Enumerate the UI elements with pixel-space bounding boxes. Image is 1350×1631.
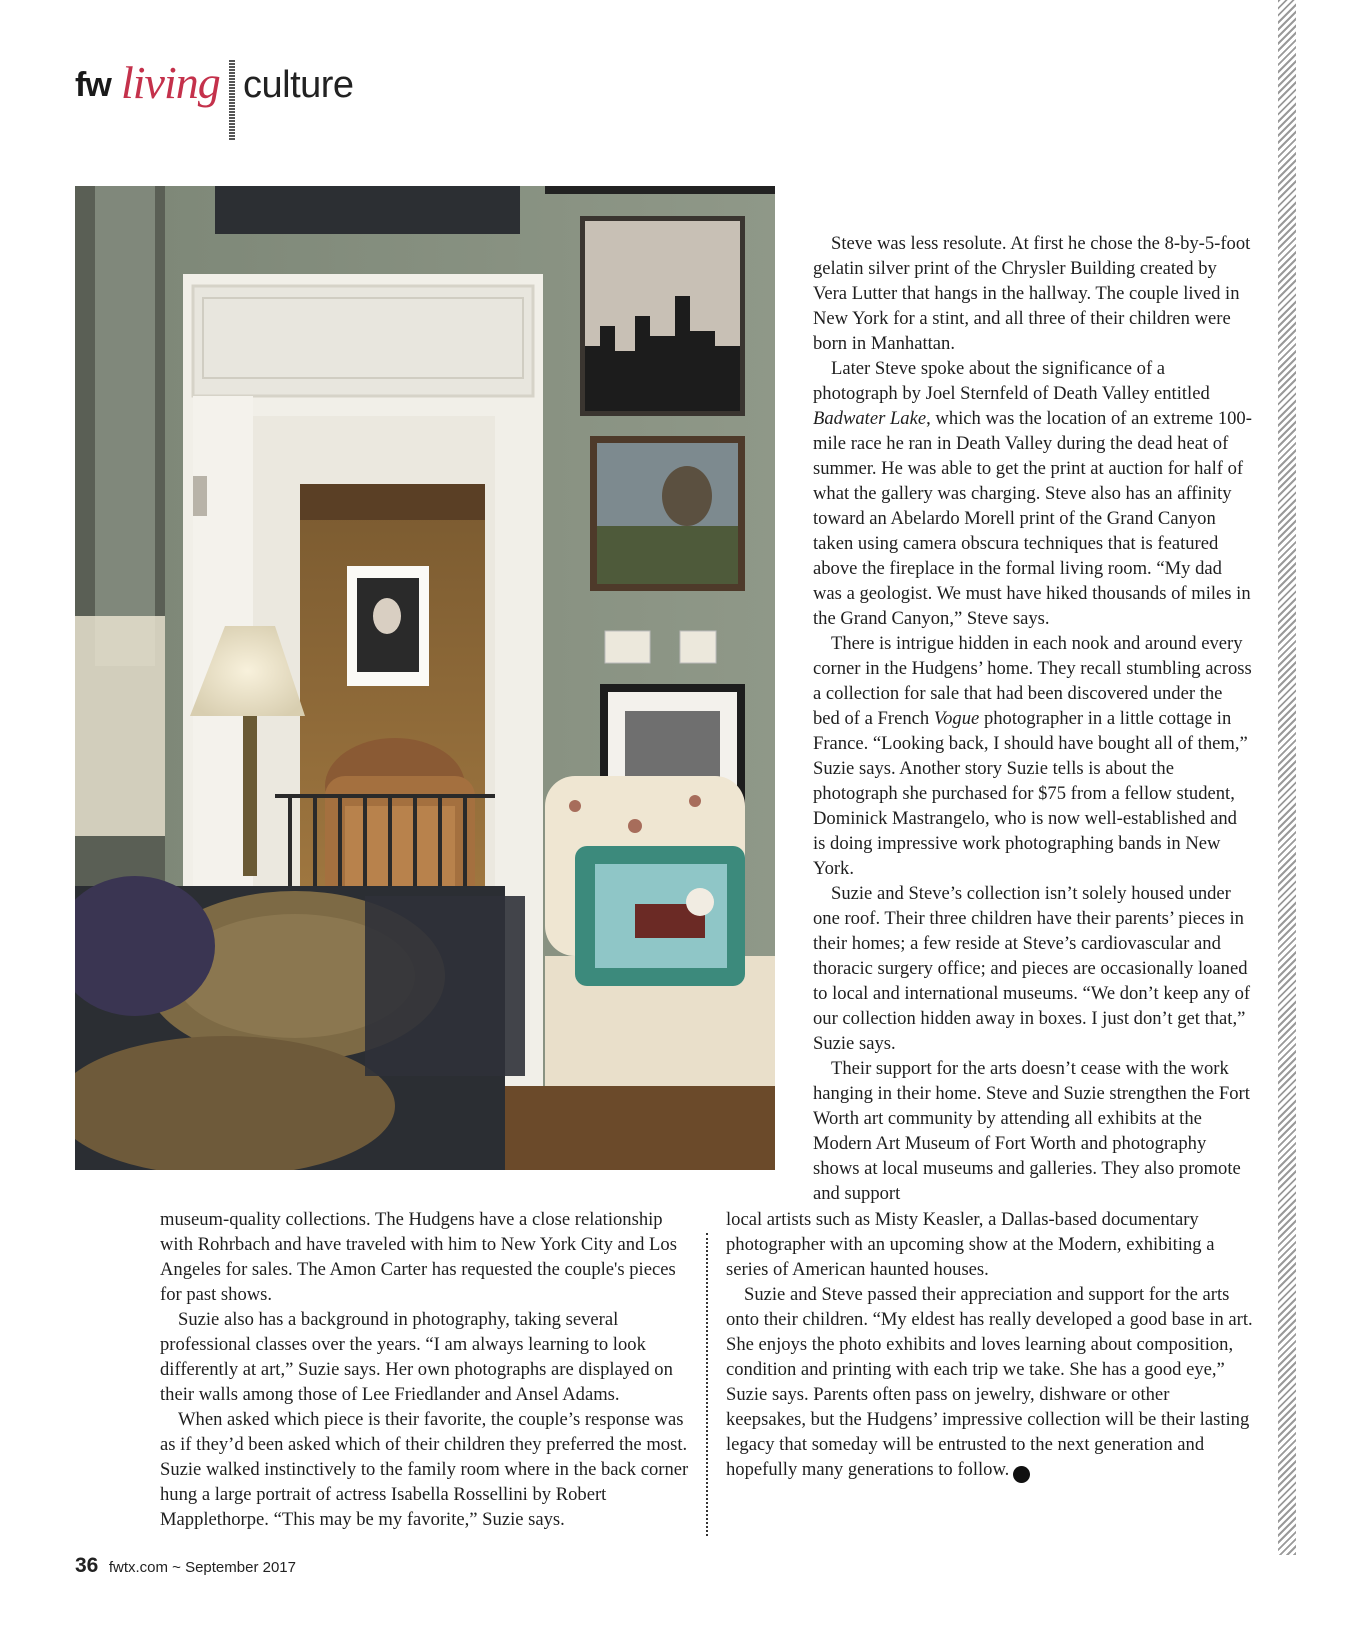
artwork-title: Badwater Lake bbox=[813, 408, 927, 429]
interior-room-photo bbox=[75, 186, 775, 1170]
paragraph: Suzie also has a background in photography, taking several professional classes over the years. “I am always learning to look differently at art,” Suzie says. Her own photographs are displayed on their walls among those of Lee Friedlander and Ansel Adams. bbox=[160, 1309, 673, 1405]
page-footer bbox=[75, 1554, 296, 1578]
paragraph: Suzie and Steve’s collection isn’t solely housed under one roof. Their three children have their parents’ pieces in their homes; a few reside at Steve’s cardiovascular and thoracic surgery office; and pieces are occasionally loaned to local and international museums. “We don’t keep any of our collection hidden away in boxes. I just don’t get that,” Suzie says. bbox=[813, 883, 1251, 1054]
article-column-left bbox=[160, 1207, 690, 1532]
page-edge-hatch bbox=[1278, 0, 1296, 1555]
section-name: culture bbox=[243, 64, 354, 106]
article-column-right-top bbox=[813, 231, 1253, 1206]
paragraph: Steve was less resolute. At first he chose the 8-by-5-foot gelatin silver print of the Chrysler Building created by Vera Lutter that hangs in the hallway. The couple lived in New York for a stint, and all three of their children were born in Manhattan. bbox=[813, 233, 1251, 354]
article-column-right-bottom bbox=[726, 1207, 1254, 1483]
brand-fw: fw bbox=[75, 66, 111, 104]
end-mark-icon: fw bbox=[1013, 1466, 1030, 1483]
header-divider bbox=[229, 60, 235, 140]
paragraph: museum-quality collections. The Hudgens have a close relationship with Rohrbach and have traveled with him to New York City and Los Angeles for sales. The Amon Carter has requested the couple's pieces for past shows. bbox=[160, 1209, 677, 1305]
brand-living: living bbox=[121, 57, 220, 108]
paragraph: local artists such as Misty Keasler, a Dallas-based documentary photographer with an upcoming show at the Modern, exhibiting a series of American haunted houses. bbox=[726, 1209, 1215, 1280]
paragraph: Their support for the arts doesn’t cease with the work hanging in their home. Steve and Suzie strengthen the Fort Worth art community by attending all exhibits at the Modern Art Museum of Fort Worth and photography shows at local museums and galleries. They also promote and support bbox=[813, 1058, 1250, 1204]
paragraph: Suzie and Steve passed their appreciation and support for the arts onto their children. “My eldest has really developed a good base in art. She enjoys the photo exhibits and loves learning about composition, condition and printing with each trip we take. She has a good eye,” Suzie says. Parents often pass on jewelry, dishware or other keepsakes, but the Hudgens’ impressive collection will be their lasting legacy that someday will be entrusted to the next generation and hopefully many generations to follow. fw bbox=[726, 1282, 1254, 1483]
page-number: 36 bbox=[75, 1554, 99, 1577]
publication-info: fwtx.com ~ September 2017 bbox=[108, 1559, 296, 1576]
magazine-title: Vogue bbox=[933, 708, 980, 729]
column-divider bbox=[706, 1233, 708, 1536]
paragraph: There is intrigue hidden in each nook and around every corner in the Hudgens’ home. They recall stumbling across a collection for sale that had been discovered under the bed of a French Vogue photographer in a little cottage in France. “Looking back, I should have bought all of them,” Suzie says. Another story Suzie tells is about the photograph she purchased for $75 from a fellow student, Dominick Mastrangelo, who is now well-established and is doing impressive work photographing bands in New York. bbox=[813, 633, 1252, 879]
paragraph: When asked which piece is their favorite, the couple’s response was as if they’d been asked which of their children they preferred the most. Suzie walked instinctively to the family room where in the back corner hung a large portrait of actress Isabella Rossellini by Robert Mapplethorpe. “This may be my favorite,” Suzie says. bbox=[160, 1409, 689, 1530]
paragraph: Later Steve spoke about the significance of a photograph by Joel Sternfeld of Death Valley entitled Badwater Lake, which was the location of an extreme 100-mile race he ran in Death Valley during the dead heat of summer. He was able to get the print at auction for half of what the gallery was charging. Steve also has an affinity toward an Abelardo Morell print of the Grand Canyon taken using camera obscura techniques that is featured above the fireplace in the formal living room. “My dad was a geologist. We must have hiked thousands of miles in the Grand Canyon,” Steve says. bbox=[813, 358, 1252, 629]
